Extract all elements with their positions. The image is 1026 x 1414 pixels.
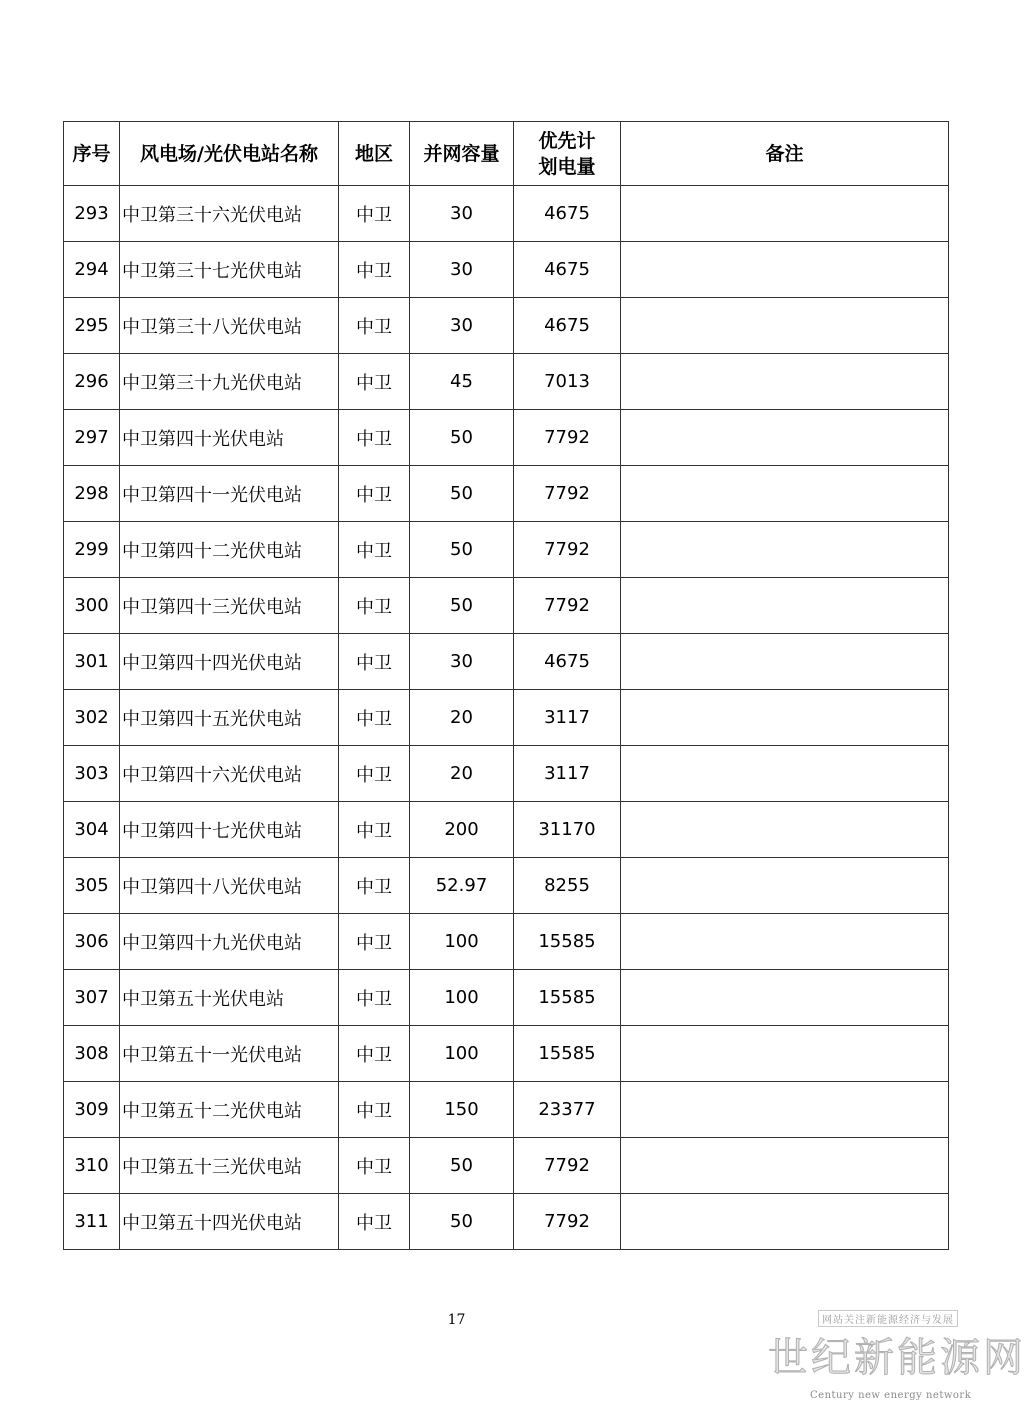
table-row: [64, 522, 949, 578]
cell-seq: 307: [64, 970, 120, 1026]
cell-plan: 8255: [514, 858, 621, 914]
cell-region: 中卫: [339, 1082, 410, 1138]
cell-seq: 306: [64, 914, 120, 970]
cell-remark: [621, 522, 949, 578]
table-header-row: [64, 122, 949, 186]
cell-remark: [621, 410, 949, 466]
cell-remark: [621, 802, 949, 858]
cell-plan: 4675: [514, 186, 621, 242]
cell-name: 中卫第五十三光伏电站: [120, 1138, 339, 1194]
cell-name: 中卫第三十六光伏电站: [120, 186, 339, 242]
table-row: [64, 466, 949, 522]
cell-seq: 293: [64, 186, 120, 242]
cell-region: 中卫: [339, 354, 410, 410]
cell-seq: 298: [64, 466, 120, 522]
cell-remark: [621, 970, 949, 1026]
cell-region: 中卫: [339, 522, 410, 578]
cell-capacity: 100: [410, 1026, 514, 1082]
cell-seq: 294: [64, 242, 120, 298]
cell-name: 中卫第四十三光伏电站: [120, 578, 339, 634]
cell-region: 中卫: [339, 1026, 410, 1082]
cell-region: 中卫: [339, 410, 410, 466]
table-row: [64, 578, 949, 634]
table-row: [64, 634, 949, 690]
cell-remark: [621, 578, 949, 634]
watermark-tagline: 网站关注新能源经济与发展: [818, 1310, 958, 1327]
header-capacity: 并网容量: [410, 122, 514, 186]
table-row: [64, 242, 949, 298]
cell-plan: 7792: [514, 578, 621, 634]
cell-region: 中卫: [339, 578, 410, 634]
cell-remark: [621, 1194, 949, 1250]
cell-name: 中卫第三十九光伏电站: [120, 354, 339, 410]
header-name: 风电场/光伏电站名称: [120, 122, 339, 186]
table-row: [64, 186, 949, 242]
cell-plan: 7792: [514, 1194, 621, 1250]
cell-capacity: 52.97: [410, 858, 514, 914]
cell-plan: 7792: [514, 1138, 621, 1194]
page-number: 17: [447, 1312, 466, 1328]
table-row: [64, 914, 949, 970]
cell-capacity: 30: [410, 298, 514, 354]
watermark: [768, 1310, 1026, 1410]
cell-region: 中卫: [339, 802, 410, 858]
cell-remark: [621, 1082, 949, 1138]
cell-remark: [621, 186, 949, 242]
cell-region: 中卫: [339, 1194, 410, 1250]
table-row: [64, 746, 949, 802]
cell-region: 中卫: [339, 298, 410, 354]
cell-name: 中卫第四十一光伏电站: [120, 466, 339, 522]
cell-name: 中卫第四十八光伏电站: [120, 858, 339, 914]
cell-seq: 309: [64, 1082, 120, 1138]
cell-name: 中卫第五十二光伏电站: [120, 1082, 339, 1138]
cell-plan: 15585: [514, 914, 621, 970]
cell-seq: 303: [64, 746, 120, 802]
cell-seq: 301: [64, 634, 120, 690]
table-row: [64, 298, 949, 354]
cell-capacity: 30: [410, 634, 514, 690]
table-row: [64, 1138, 949, 1194]
cell-region: 中卫: [339, 466, 410, 522]
cell-plan: 7792: [514, 466, 621, 522]
cell-region: 中卫: [339, 634, 410, 690]
watermark-title: 世纪新能源网: [768, 1335, 1026, 1381]
cell-plan: 31170: [514, 802, 621, 858]
cell-plan: 15585: [514, 970, 621, 1026]
cell-seq: 299: [64, 522, 120, 578]
cell-region: 中卫: [339, 746, 410, 802]
cell-seq: 300: [64, 578, 120, 634]
cell-capacity: 50: [410, 578, 514, 634]
cell-remark: [621, 914, 949, 970]
table-row: [64, 1026, 949, 1082]
table-row: [64, 1082, 949, 1138]
cell-region: 中卫: [339, 690, 410, 746]
cell-plan: 15585: [514, 1026, 621, 1082]
cell-remark: [621, 354, 949, 410]
header-seq: 序号: [64, 122, 120, 186]
cell-capacity: 50: [410, 1138, 514, 1194]
cell-remark: [621, 1138, 949, 1194]
table-row: [64, 354, 949, 410]
cell-plan: 7792: [514, 410, 621, 466]
cell-name: 中卫第三十八光伏电站: [120, 298, 339, 354]
cell-name: 中卫第三十七光伏电站: [120, 242, 339, 298]
table-row: [64, 690, 949, 746]
cell-remark: [621, 466, 949, 522]
cell-name: 中卫第四十六光伏电站: [120, 746, 339, 802]
header-plan-line1: 优先计: [538, 129, 596, 152]
cell-name: 中卫第四十四光伏电站: [120, 634, 339, 690]
cell-plan: 4675: [514, 242, 621, 298]
cell-capacity: 20: [410, 746, 514, 802]
cell-capacity: 200: [410, 802, 514, 858]
table-row: [64, 1194, 949, 1250]
cell-capacity: 50: [410, 1194, 514, 1250]
cell-plan: 4675: [514, 634, 621, 690]
cell-name: 中卫第四十二光伏电站: [120, 522, 339, 578]
cell-seq: 308: [64, 1026, 120, 1082]
cell-region: 中卫: [339, 1138, 410, 1194]
cell-name: 中卫第五十四光伏电站: [120, 1194, 339, 1250]
cell-region: 中卫: [339, 914, 410, 970]
table-row: [64, 410, 949, 466]
header-plan-line2: 划电量: [538, 155, 596, 178]
cell-capacity: 30: [410, 242, 514, 298]
cell-seq: 304: [64, 802, 120, 858]
cell-seq: 311: [64, 1194, 120, 1250]
table-row: [64, 802, 949, 858]
cell-remark: [621, 690, 949, 746]
cell-plan: 7013: [514, 354, 621, 410]
cell-plan: 7792: [514, 522, 621, 578]
cell-remark: [621, 242, 949, 298]
cell-name: 中卫第四十九光伏电站: [120, 914, 339, 970]
cell-remark: [621, 298, 949, 354]
cell-seq: 310: [64, 1138, 120, 1194]
cell-name: 中卫第四十光伏电站: [120, 410, 339, 466]
cell-seq: 297: [64, 410, 120, 466]
cell-plan: 4675: [514, 298, 621, 354]
cell-seq: 296: [64, 354, 120, 410]
cell-remark: [621, 858, 949, 914]
cell-remark: [621, 634, 949, 690]
header-region: 地区: [339, 122, 410, 186]
cell-plan: 23377: [514, 1082, 621, 1138]
cell-name: 中卫第五十一光伏电站: [120, 1026, 339, 1082]
cell-plan: 3117: [514, 690, 621, 746]
cell-remark: [621, 746, 949, 802]
cell-capacity: 45: [410, 354, 514, 410]
cell-region: 中卫: [339, 858, 410, 914]
station-table: [63, 121, 949, 1250]
cell-capacity: 150: [410, 1082, 514, 1138]
cell-region: 中卫: [339, 970, 410, 1026]
header-remark: 备注: [621, 122, 949, 186]
cell-capacity: 50: [410, 410, 514, 466]
cell-capacity: 50: [410, 466, 514, 522]
header-plan: [514, 122, 621, 186]
cell-seq: 295: [64, 298, 120, 354]
cell-name: 中卫第五十光伏电站: [120, 970, 339, 1026]
cell-name: 中卫第四十五光伏电站: [120, 690, 339, 746]
table-row: [64, 858, 949, 914]
cell-seq: 302: [64, 690, 120, 746]
cell-capacity: 20: [410, 690, 514, 746]
cell-capacity: 30: [410, 186, 514, 242]
cell-capacity: 50: [410, 522, 514, 578]
cell-region: 中卫: [339, 242, 410, 298]
cell-remark: [621, 1026, 949, 1082]
table-row: [64, 970, 949, 1026]
cell-region: 中卫: [339, 186, 410, 242]
cell-plan: 3117: [514, 746, 621, 802]
cell-name: 中卫第四十七光伏电站: [120, 802, 339, 858]
watermark-subtitle: Century new energy network: [810, 1390, 972, 1401]
cell-capacity: 100: [410, 914, 514, 970]
cell-capacity: 100: [410, 970, 514, 1026]
cell-seq: 305: [64, 858, 120, 914]
